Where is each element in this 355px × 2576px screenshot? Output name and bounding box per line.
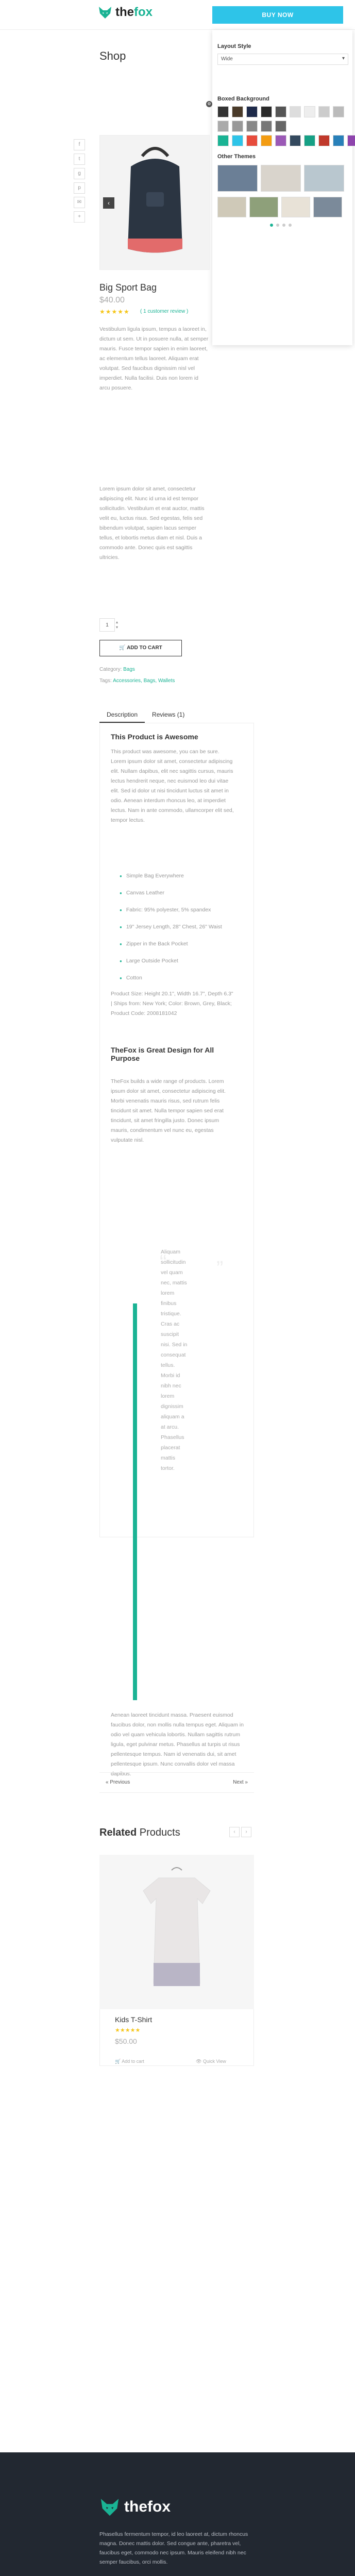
buy-now-button[interactable]: BUY NOW (212, 6, 343, 24)
product-tags: Tags: Accessories, Bags, Wallets (99, 678, 175, 684)
color-swatch[interactable] (261, 135, 272, 146)
quantity-input[interactable]: 1 (99, 618, 115, 632)
related-products-heading: Related Products (99, 1827, 180, 1838)
color-swatch[interactable] (232, 135, 243, 146)
tags-link[interactable]: Accessories, Bags, Wallets (113, 678, 175, 684)
feature-list (120, 871, 238, 990)
theme-thumb-2[interactable] (261, 165, 301, 192)
other-themes-label: Other Themes (217, 154, 256, 160)
theme-carousel-dots[interactable] (270, 224, 292, 227)
site-logo[interactable] (98, 5, 153, 20)
product-pagination (99, 1772, 254, 1793)
pattern-swatches-row-1 (217, 106, 344, 117)
quote-open-icon: “ (160, 1251, 167, 1274)
feature-list-item: ● Simple Bag Everywhere (120, 871, 238, 882)
email-icon[interactable]: ✉ (74, 197, 85, 208)
theme-thumb-4[interactable] (217, 197, 246, 217)
twitter-icon[interactable]: t (74, 154, 85, 165)
product-tabs (99, 707, 254, 723)
dress-image (99, 1855, 254, 2009)
layout-style-label: Layout Style (217, 43, 251, 49)
fox-logo-icon (98, 5, 112, 20)
pattern-swatch[interactable] (217, 121, 229, 132)
footer-about: Phasellus fermentum tempor, id leo laoreet at, dictum rhoncus magna. Donec mattis dolor. Sed congue ante, pharetra vel, faucibus eget, commodo nec ipsum. Mauris eleifend nibh nec semper faucibus, orci mollis. (99, 2531, 248, 2565)
bag-image (100, 135, 210, 270)
google-plus-icon[interactable]: g (74, 168, 85, 179)
color-swatch[interactable] (290, 135, 301, 146)
description-paragraph-3: TheFox builds a wide range of products. Lorem ipsum dolor sit amet, consectetur adipiscing elit. Morbi venenatis mauris risus, sed rutrum felis tincidunt sit amet. Nulla tempor sapien sed erat tincidunt, sit amet fringilla justo. Donec ipsum mauris, condimentum vel nunc eu, egestas vulputate nisl. (111, 1078, 226, 1143)
color-swatch[interactable] (246, 135, 258, 146)
product-long-description: Lorem ipsum dolor sit amet, consectetur adipiscing elit. Nunc id urna id est tempor sollicitudin. Vestibulum et erat auctor, mattis velit eu, luctus risus. Sed egestas, felis sed bibendum volutpat, sapien lacus semper tellus, et lobortis metus diam et nisl. Duis a commodo ante. Donec quis est sagittis ultricies. (99, 486, 205, 561)
add-to-cart-button[interactable] (99, 640, 182, 656)
product-price: $40.00 (99, 296, 125, 304)
pattern-swatch[interactable] (275, 121, 286, 132)
add-to-cart-label: ADD TO CART (127, 645, 162, 651)
tab-description[interactable]: Description (99, 707, 145, 723)
feature-list-item: ● 19" Jersey Length, 28" Chest, 26" Waist (120, 922, 238, 933)
related-product-title[interactable]: Kids T-Shirt (115, 2015, 153, 2024)
chevron-down-icon: ▾ (342, 56, 345, 61)
gear-icon[interactable]: ⚙ (206, 101, 212, 107)
feature-list-item: ● Zipper in the Back Pocket (120, 939, 238, 950)
pattern-swatch[interactable] (246, 106, 258, 117)
theme-thumb-6[interactable] (281, 197, 310, 217)
related-prev-arrow[interactable]: ‹ (229, 1827, 240, 1837)
color-swatch[interactable] (275, 135, 286, 146)
product-title: Big Sport Bag (99, 282, 157, 293)
social-share-bar (74, 139, 85, 223)
related-product-image[interactable] (99, 1855, 254, 2009)
tab-reviews[interactable]: Reviews (1) (152, 711, 185, 718)
related-add-to-cart[interactable]: 🛒 Add to cart (115, 2059, 144, 2064)
related-next-arrow[interactable]: › (241, 1827, 251, 1837)
description-heading-2: TheFox is Great Design for All Purpose (111, 1046, 214, 1062)
footer-logo-text: thefox (124, 2498, 171, 2515)
description-paragraph-1: This product was awesome, you can be sure. Lorem ipsum dolor sit amet, consectetur adipiscing elit. Nullam dapibus, elit nec sagittis cursus, mauris lectus hendrerit neque, nec euismod leo dui vitae elit. Sed id dolor ut nisi tincidunt luctus sit amet in odio. Aenean interdum rhoncus leo, at imperdiet lectus. Nam in ante commodo, ullamcorper elit sed, tempor lectus. (111, 749, 234, 823)
pattern-swatch[interactable] (333, 106, 344, 117)
pattern-swatch[interactable] (217, 106, 229, 117)
pattern-swatch[interactable] (290, 106, 301, 117)
pattern-swatch[interactable] (318, 106, 330, 117)
product-short-description: Vestibulum ligula ipsum, tempus a laoreet in, dictum ut sem. Ut in posuere nulla, at semper mauris. Fusce tempor sapien in enim laoreet, ac elementum tellus laoreet. Aliquam erat volutpat. Sed faucibus dignissim nisl vel imperdiet. Nulla facilisi. Duis non lorem id arcu posuere. (99, 326, 209, 391)
footer-logo[interactable] (99, 2497, 171, 2517)
pattern-swatch[interactable] (275, 106, 286, 117)
color-swatch[interactable] (318, 135, 330, 146)
description-paragraph-2: Product Size: Height 20.1", Width 16.7", Depth 6.3" | Ships from: New York; Color: Brown, Grey, Black; Product Code: 2008181042 (111, 991, 233, 1016)
theme-thumb-7[interactable] (313, 197, 342, 217)
pinterest-icon[interactable]: p (74, 182, 85, 194)
blockquote-text: Aliquam sollicitudin vel quam nec, mattis lorem finibus tristique. Cras ac suscipit nisi. Sed in consequat tellus. Morbi id nibh nec lorem dignissim aliquam a at arcu. Phasellus placerat mattis tortor. (161, 1249, 188, 1471)
site-footer (0, 2452, 355, 2576)
boxed-background-label: Boxed Background (217, 96, 269, 102)
page-title: Shop (99, 49, 126, 62)
related-quick-view[interactable]: 👁 Quick View (196, 2059, 226, 2064)
quantity-stepper[interactable]: ▴ ▾ (116, 620, 119, 630)
color-swatch[interactable] (333, 135, 344, 146)
color-swatches-row (217, 135, 355, 146)
category-link[interactable]: Bags (123, 667, 135, 672)
cart-icon: 🛒 (119, 645, 127, 651)
color-swatch[interactable] (304, 135, 315, 146)
eye-icon: 👁 (196, 2059, 203, 2064)
theme-thumb-3[interactable] (304, 165, 344, 192)
description-heading-1: This Product is Awesome (111, 733, 198, 741)
layout-select-value: Wide (221, 56, 233, 62)
related-rating-stars: ★★★★★ (115, 2027, 141, 2033)
site-header (0, 0, 355, 30)
feature-list-item: ● Fabric: 95% polyester, 5% spandex (120, 905, 238, 916)
logo-text: thefox (115, 5, 153, 19)
layout-select[interactable] (217, 54, 348, 65)
reviews-link[interactable]: ( 1 customer review ) (140, 309, 189, 314)
pattern-swatch[interactable] (261, 121, 272, 132)
product-image[interactable] (99, 135, 210, 270)
pattern-swatch[interactable] (232, 121, 243, 132)
pattern-swatches-row-2 (217, 121, 286, 132)
cart-icon: 🛒 (115, 2059, 122, 2064)
pattern-swatch[interactable] (261, 106, 272, 117)
feature-list-item: ● Canvas Leather (120, 888, 238, 899)
color-swatch[interactable] (217, 135, 229, 146)
theme-thumb-5[interactable] (249, 197, 278, 217)
feature-list-item: ● Cotton (120, 973, 238, 984)
pattern-swatch[interactable] (246, 121, 258, 132)
description-paragraph-4: Aenean laoreet tincidunt massa. Praesent euismod faucibus dolor, non mollis nulla tempus eget. Aliquam in odio vel quam vehicula lobortis. Nullam sagittis rutrum ligula, eget pulvinar metus. Phasellus at turpis ut risus pellentesque tempus. Nam id venenatis dui, sit amet pellentesque ipsum. Nunc convallis dolor vel massa dapibus. (111, 1712, 244, 1777)
next-link[interactable]: Next » (233, 1780, 248, 1785)
style-customizer-panel (207, 30, 352, 345)
previous-link[interactable]: « Previous (106, 1780, 130, 1785)
rating-stars: ★★★★★ (99, 308, 130, 315)
quote-close-icon: ” (216, 1257, 224, 1280)
plus-icon[interactable]: + (74, 211, 85, 223)
related-product-price: $50.00 (115, 2037, 137, 2045)
color-swatch[interactable] (347, 135, 355, 146)
blockquote-bar (133, 1303, 137, 1700)
prev-image-arrow[interactable]: ‹ (103, 197, 114, 209)
theme-thumb-1[interactable] (217, 165, 258, 192)
product-category: Category: Bags (99, 667, 135, 672)
pattern-swatch[interactable] (304, 106, 315, 117)
feature-list-item: ● Large Outside Pocket (120, 956, 238, 967)
pattern-swatch[interactable] (232, 106, 243, 117)
facebook-icon[interactable]: f (74, 139, 85, 150)
fox-logo-icon (99, 2497, 120, 2517)
